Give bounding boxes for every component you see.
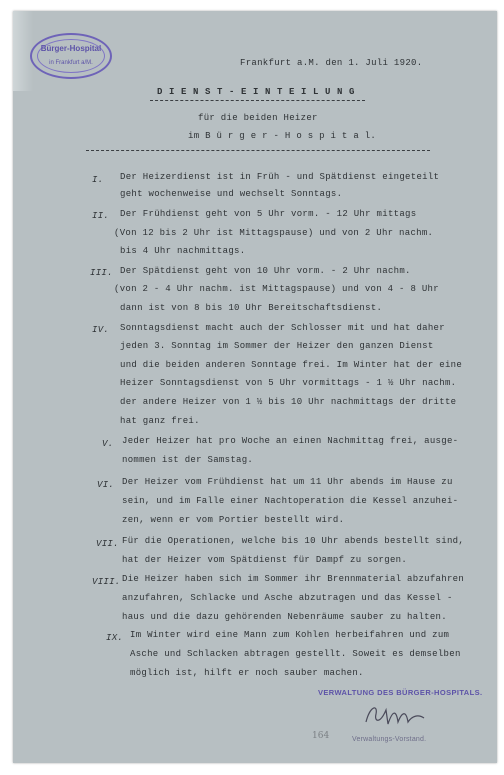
paragraph-number: IV.: [92, 325, 110, 335]
stamp-line-2: in Frankfurt a/M.: [49, 60, 93, 66]
paragraph-line: haus und die dazu gehörenden Nebenräume sauber zu halten.: [122, 612, 447, 622]
paragraph-line: Asche und Schlacken abtragen gestellt. Soweit es demselben: [130, 649, 461, 659]
paragraph-number: VI.: [97, 480, 115, 490]
paragraph-line: (von 2 - 4 Uhr nachm. ist Mittagspause) und von 4 - 8 Uhr: [114, 284, 439, 294]
paragraph-line: der andere Heizer von 1 ½ bis 10 Uhr nachmittags der dritte: [120, 397, 457, 407]
paragraph-line: und die beiden anderen Sonntage frei. Im Winter hat der eine: [120, 360, 463, 370]
page-number: 164: [312, 731, 330, 741]
paragraph-line: möglich ist, hilft er noch sauber machen.: [130, 668, 364, 678]
hospital-stamp: [30, 33, 112, 79]
paragraph-line: sein, und im Falle einer Nachtoperation die Kessel anzuhei-: [122, 496, 459, 506]
paragraph-number: I.: [92, 175, 104, 185]
paragraph-number: VIII.: [92, 577, 121, 587]
paragraph-number: V.: [102, 439, 114, 449]
paragraph-line: Sonntagsdienst macht auch der Schlosser mit und hat daher: [120, 323, 445, 333]
paragraph-line: nommen ist der Samstag.: [122, 455, 254, 465]
title-underline: [150, 100, 365, 101]
paragraph-line: Die Heizer haben sich im Sommer ihr Brennmaterial abzufahren: [122, 574, 465, 584]
paragraph-number: III.: [90, 268, 113, 278]
paragraph-line: anzufahren, Schlacke und Asche abzutragen und das Kessel -: [122, 593, 453, 603]
paragraph-line: (Von 12 bis 2 Uhr ist Mittagspause) und von 2 Uhr nachm.: [114, 228, 434, 238]
paragraph-line: Für die Operationen, welche bis 10 Uhr abends bestellt sind,: [122, 536, 465, 546]
paragraph-line: bis 4 Uhr nachmittags.: [120, 246, 246, 256]
paragraph-line: hat der Heizer vom Spätdienst für Dampf zu sorgen.: [122, 555, 408, 565]
document-title: D I E N S T - E I N T E I L U N G: [157, 87, 356, 97]
header-divider: [86, 150, 430, 151]
paragraph-line: hat ganz frei.: [120, 416, 200, 426]
subtitle-1: für die beiden Heizer: [198, 113, 318, 123]
paragraph-number: VII.: [96, 539, 119, 549]
paragraph-line: Der Frühdienst geht von 5 Uhr vorm. - 12 Uhr mittags: [120, 209, 417, 219]
paragraph-number: IX.: [106, 633, 124, 643]
paragraph-line: Heizer Sonntagsdienst von 5 Uhr vormittags - 1 ½ Uhr nachm.: [120, 378, 457, 388]
paragraph-line: jeden 3. Sonntag im Sommer der Heizer den ganzen Dienst: [120, 341, 434, 351]
paragraph-line: Jeder Heizer hat pro Woche an einen Nachmittag frei, ausge-: [122, 436, 459, 446]
subtitle-2: im B ü r g e r - H o s p i t a l.: [188, 131, 377, 141]
paragraph-line: Der Heizer vom Frühdienst hat um 11 Uhr abends im Hause zu: [122, 477, 453, 487]
paragraph-line: zen, wenn er vom Portier bestellt wird.: [122, 515, 345, 525]
paragraph-line: Im Winter wird eine Mann zum Kohlen herbeifahren und zum: [130, 630, 450, 640]
administration-sub-stamp: Verwaltungs-Vorstand.: [352, 736, 427, 743]
paragraph-line: dann ist von 8 bis 10 Uhr Bereitschaftsdienst.: [120, 303, 383, 313]
paragraph-line: geht wochenweise und wechselt Sonntags.: [120, 189, 343, 199]
place-date: Frankfurt a.M. den 1. Juli 1920.: [240, 58, 423, 68]
paragraph-line: Der Heizerdienst ist in Früh - und Spätdienst eingeteilt: [120, 172, 440, 182]
administration-stamp: VERWALTUNG DES BÜRGER-HOSPITALS.: [318, 688, 483, 697]
paragraph-line: Der Spätdienst geht von 10 Uhr vorm. - 2 Uhr nachm.: [120, 266, 411, 276]
stamp-line-1: Bürger-Hospital: [40, 44, 102, 53]
signature: [360, 700, 430, 730]
paragraph-number: II.: [92, 211, 110, 221]
